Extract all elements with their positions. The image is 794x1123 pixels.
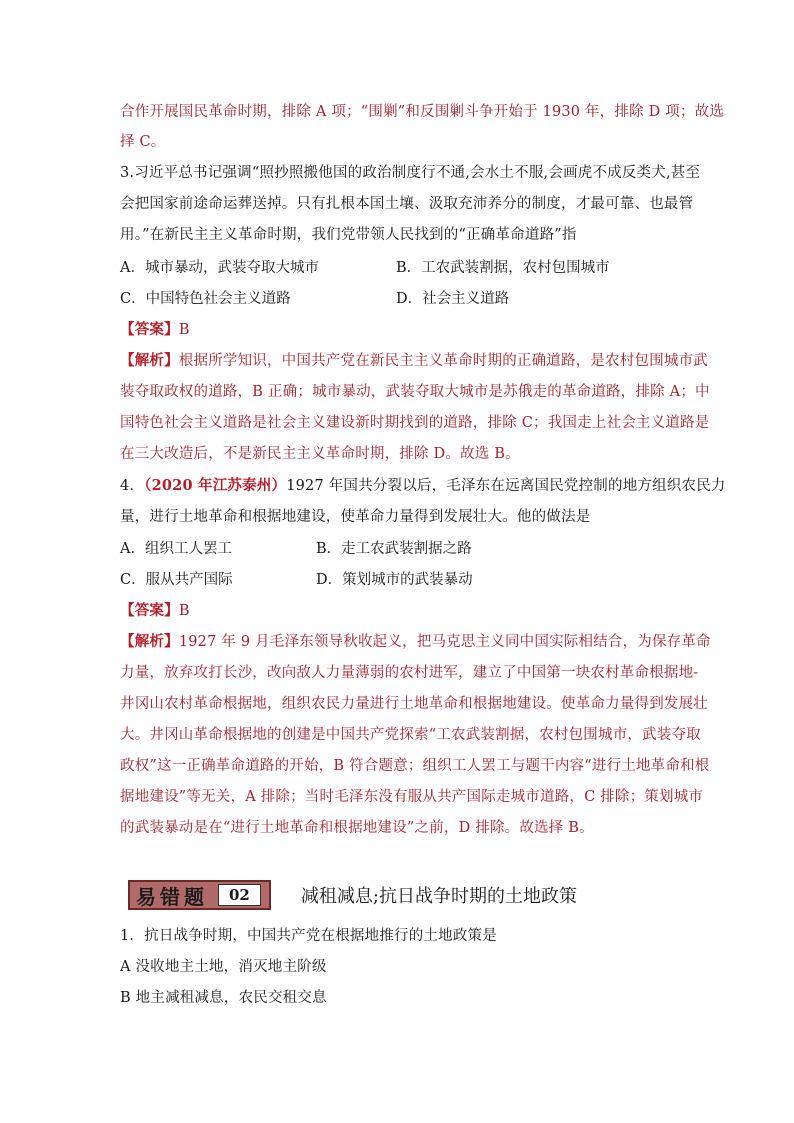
explanation-text: 根据所学知识，中国共产党在新民主主义革命时期的正确道路，是农村包围城市武 bbox=[178, 353, 709, 369]
q4-option-b: B．走工农武装割据之路 bbox=[316, 541, 472, 557]
question-3-text: 用。”在新民主主义革命时期，我们党带领人民找到的“正确革命道路”指 bbox=[120, 227, 577, 243]
question-text: 1．抗日战争时期，中国共产党在根据地推行的土地政策是 bbox=[120, 928, 497, 944]
section-badge bbox=[128, 880, 271, 910]
answer-label: 【答案】 bbox=[120, 602, 179, 619]
section-heading bbox=[128, 878, 577, 912]
answer-value: B bbox=[178, 603, 190, 619]
answer-label: 【答案】 bbox=[120, 321, 179, 338]
explanation-line: 国特色社会主义道路是社会主义建设新时期找到的道路，排除 C；我国走上社会主义道路是 bbox=[120, 415, 710, 431]
section-number: 02 bbox=[218, 884, 261, 906]
explanation-line: 政权”这一正确革命道路的开始，B 符合题意；组织工人罢工与题干内容“进行土地革命和根 bbox=[120, 758, 710, 774]
q4-explanation bbox=[120, 632, 711, 652]
question-number: 4． bbox=[120, 478, 145, 494]
explanation-label: 【解析】 bbox=[120, 352, 179, 369]
question-3-text: 3.习近平总书记强调“照抄照搬他国的政治制度行不通,会水土不服,会画虎不成反类犬,甚至 bbox=[120, 165, 701, 181]
q3-option-d: D．社会主义道路 bbox=[396, 291, 510, 307]
q3-option-b: B．工农武装割据，农村包围城市 bbox=[396, 260, 610, 276]
q3-explanation bbox=[120, 351, 708, 371]
question-source: （2020 年江苏泰州） bbox=[144, 477, 287, 494]
q3-answer bbox=[120, 320, 190, 340]
question-4-text: 量，进行土地革命和根据地建设，使革命力量得到发展壮大。他的做法是 bbox=[120, 509, 591, 525]
explanation-line: 据地建设”等无关，A 排除；当时毛泽东没有服从共产国际走城市道路，C 排除；策划城市 bbox=[120, 789, 704, 805]
explanation-line: 装夺取政权的道路，B 正确；城市暴动，武装夺取大城市是苏俄走的革命道路，排除 A；中 bbox=[120, 384, 710, 400]
question-text: 1927 年国共分裂以后，毛泽东在远离国民党控制的地方组织农民力 bbox=[286, 478, 726, 494]
explanation-text: 1927 年 9 月毛泽东领导秋收起义，把马克思主义同中国实际相结合，为保存革命 bbox=[178, 634, 711, 650]
explanation-line: 力量，放弃攻打长沙，改向敌人力量薄弱的农村进军，建立了中国第一块农村革命根据地- bbox=[120, 665, 699, 681]
explanation-line: 择 C。 bbox=[120, 134, 166, 150]
explanation-line: 在三大改造后，不是新民主主义革命时期，排除 D。故选 B。 bbox=[120, 446, 520, 462]
q3-option-c: C．中国特色社会主义道路 bbox=[120, 291, 291, 307]
explanation-label: 【解析】 bbox=[120, 633, 179, 650]
answer-value: B bbox=[178, 322, 190, 338]
explanation-line: 的武装暴动是在“进行土地革命和根据地建设”之前，D 排除。故选择 B。 bbox=[120, 820, 594, 836]
q3-option-a: A．城市暴动，武装夺取大城市 bbox=[120, 260, 319, 276]
option-a: A 没收地主土地，消灭地主阶级 bbox=[120, 959, 327, 975]
q4-option-d: D．策划城市的武装暴动 bbox=[316, 572, 473, 588]
explanation-line: 大。井冈山革命根据地的创建是中国共产党探索“工农武装割据，农村包围城市，武装夺取 bbox=[120, 727, 701, 743]
section-label: 易错题 bbox=[136, 884, 208, 909]
q4-answer bbox=[120, 601, 190, 621]
question-4-text bbox=[120, 476, 726, 496]
explanation-line: 合作开展国民革命时期，排除 A 项；“围剿”和反围剿斗争开始于 1930 年，排除 D 项；故选 bbox=[120, 104, 725, 120]
explanation-line: 井冈山农村革命根据地，组织农民力量进行土地革命和根据地建设。使革命力量得到发展壮 bbox=[120, 696, 708, 712]
section-title: 减租减息;抗日战争时期的土地政策 bbox=[300, 886, 577, 907]
q4-option-c: C．服从共产国际 bbox=[120, 572, 233, 588]
q4-option-a: A．组织工人罢工 bbox=[120, 541, 232, 557]
option-b: B 地主减租减息，农民交租交息 bbox=[120, 990, 327, 1006]
question-3-text: 会把国家前途命运葬送掉。只有扎根本国土壤、汲取充沛养分的制度，才最可靠、也最管 bbox=[120, 196, 694, 212]
